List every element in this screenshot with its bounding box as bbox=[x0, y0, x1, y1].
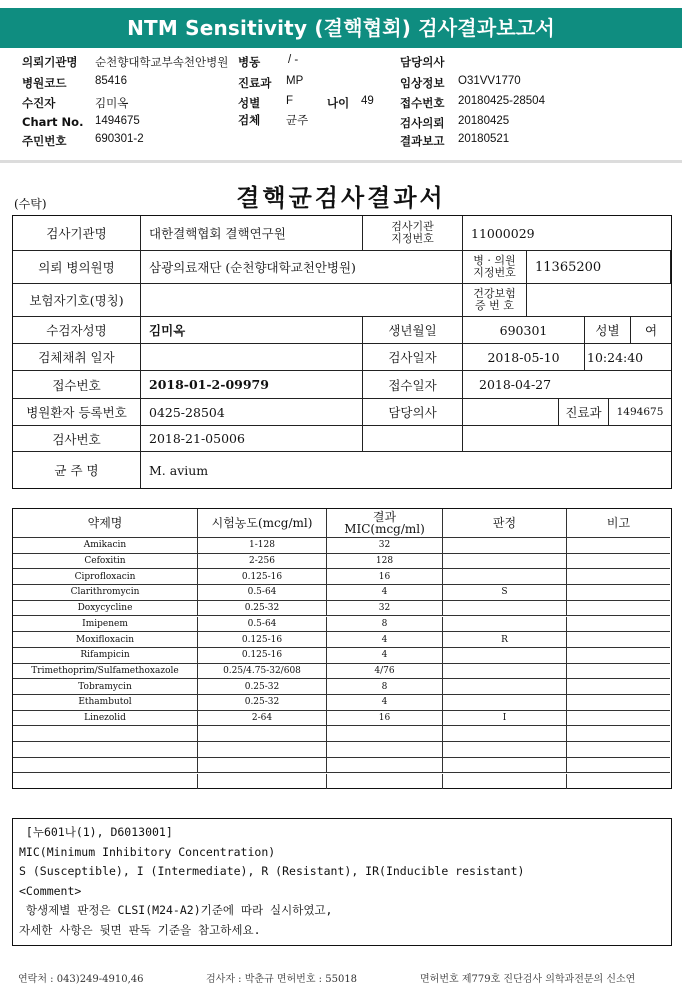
header-test-range: 시험농도(mcg/ml) bbox=[198, 509, 327, 538]
age-label: 나이 bbox=[327, 96, 350, 110]
cell-test-range: 0.25-32 bbox=[198, 679, 327, 695]
lab-name-label: 검사기관명 bbox=[13, 216, 141, 251]
cell-mic-result: 4 bbox=[327, 695, 443, 711]
age-value: 49 bbox=[361, 95, 374, 107]
cell-test-range: 0.125-16 bbox=[198, 648, 327, 664]
cell-test-range: 2-64 bbox=[198, 711, 327, 727]
cell-mic-result: 16 bbox=[327, 711, 443, 727]
cell-mic-result: 16 bbox=[327, 569, 443, 585]
cell-drug-name bbox=[13, 726, 198, 742]
insurer-value bbox=[141, 284, 463, 317]
cell-test-range: 1-128 bbox=[198, 538, 327, 554]
cell-mic-result: 32 bbox=[327, 601, 443, 617]
cell-test-range bbox=[198, 758, 327, 774]
cell-remark bbox=[567, 601, 670, 617]
sex-label: 성별 bbox=[585, 317, 631, 344]
report-value: 20180521 bbox=[458, 133, 510, 145]
cell-remark bbox=[567, 679, 670, 695]
comment-line: [누601나(1), D6013001] bbox=[19, 825, 173, 839]
specimen-value: 균주 bbox=[286, 115, 309, 127]
cell-drug-name: Doxycycline bbox=[13, 601, 198, 617]
cell-mic-result: 4 bbox=[327, 648, 443, 664]
org-value: 순천향대학교부속천안병원 bbox=[95, 57, 229, 69]
examiner-info: 검사자 : 박춘규 면허번호 : 55018 bbox=[206, 974, 358, 985]
cell-drug-name: Ethambutol bbox=[13, 695, 198, 711]
cell-remark bbox=[567, 742, 670, 758]
cell-interpretation bbox=[443, 648, 567, 664]
cell-test-range: 0.25-32 bbox=[198, 695, 327, 711]
comment-box bbox=[12, 818, 672, 946]
cell-drug-name: Imipenem bbox=[13, 617, 198, 633]
specimen-label: 검체 bbox=[238, 113, 261, 127]
req-hosp-value: 삼광의료재단 (순천향대학교천안병원) bbox=[141, 251, 463, 284]
cell-test-range: 0.5-64 bbox=[198, 617, 327, 633]
cell-remark bbox=[567, 648, 670, 664]
cell-remark bbox=[567, 632, 670, 648]
patient-value: 김미옥 bbox=[95, 98, 129, 110]
cell-interpretation bbox=[443, 664, 567, 680]
clinical-value: O31VV1770 bbox=[458, 75, 521, 87]
strain-value: M. avium bbox=[149, 462, 209, 478]
insurer-label: 보험자기호(명칭) bbox=[13, 284, 141, 317]
cell-remark bbox=[567, 554, 670, 570]
accept-no-value: 2018-01-2-09979 bbox=[141, 371, 363, 399]
report-label: 결과보고 bbox=[400, 134, 445, 148]
cell-interpretation bbox=[443, 601, 567, 617]
cell-mic-result: 128 bbox=[327, 554, 443, 570]
test-no-blank-2 bbox=[463, 426, 671, 452]
cell-drug-name bbox=[13, 774, 198, 790]
form-dept-value: 1494675 bbox=[609, 399, 671, 426]
cell-interpretation bbox=[443, 679, 567, 695]
patient-info-grid bbox=[22, 54, 672, 154]
birth-label: 생년월일 bbox=[363, 317, 463, 344]
form-doctor-value bbox=[463, 399, 559, 426]
form-dept-label: 진료과 bbox=[559, 399, 609, 426]
cell-test-range: 0.25-32 bbox=[198, 601, 327, 617]
cell-remark bbox=[567, 758, 670, 774]
cell-mic-result: 8 bbox=[327, 679, 443, 695]
chart-value: 1494675 bbox=[95, 115, 140, 127]
reg-no-label: 병원환자 등록번호 bbox=[13, 399, 141, 426]
accept-date-label: 접수일자 bbox=[363, 371, 463, 399]
cell-test-range: 0.5-64 bbox=[198, 585, 327, 601]
org-label: 의뢰기관명 bbox=[22, 55, 78, 69]
susceptibility-table bbox=[12, 508, 672, 789]
hosp-code-label: 병 · 의원 지정번호 bbox=[463, 251, 527, 284]
cell-mic-result: 4 bbox=[327, 585, 443, 601]
consignment-tag: (수탁) bbox=[14, 197, 47, 211]
cell-interpretation bbox=[443, 695, 567, 711]
sex-label: 성별 bbox=[238, 96, 261, 110]
cell-interpretation bbox=[443, 617, 567, 633]
id-value: 690301-2 bbox=[95, 133, 144, 145]
comment-line: <Comment> bbox=[19, 883, 82, 898]
cell-interpretation bbox=[443, 758, 567, 774]
chart-label: Chart No. bbox=[22, 115, 84, 129]
cell-mic-result: 4/76 bbox=[327, 664, 443, 680]
sex-value: 여 bbox=[631, 317, 671, 344]
test-date-value: 2018-05-10 bbox=[463, 344, 585, 371]
name-value: 김미옥 bbox=[141, 317, 363, 344]
cell-mic-result: 32 bbox=[327, 538, 443, 554]
cell-mic-result bbox=[327, 758, 443, 774]
comment-line: 자세한 사항은 뒷면 판독 기준을 참고하세요. bbox=[19, 922, 261, 937]
cell-drug-name: Trimethoprim/Sulfamethoxazole bbox=[13, 664, 198, 680]
section-divider bbox=[0, 160, 682, 163]
cell-test-range: 2-256 bbox=[198, 554, 327, 570]
form-title: 결핵균검사결과서 bbox=[236, 183, 446, 212]
header-interpretation: 판정 bbox=[443, 509, 567, 538]
cell-test-range: 0.125-16 bbox=[198, 632, 327, 648]
accept-date-value: 2018-04-27 bbox=[463, 371, 671, 399]
lab-name-value: 대한결핵협회 결핵연구원 bbox=[141, 216, 363, 251]
cell-drug-name bbox=[13, 758, 198, 774]
cell-interpretation: S bbox=[443, 585, 567, 601]
cell-remark bbox=[567, 617, 670, 633]
accept-no-label: 접수번호 bbox=[13, 371, 141, 399]
comment-line: S (Susceptible), I (Intermediate), R (Resistant), IR(Inducible resistant) bbox=[19, 864, 525, 878]
cell-remark bbox=[567, 664, 670, 680]
cell-test-range bbox=[198, 742, 327, 758]
form-doctor-label: 담당의사 bbox=[363, 399, 463, 426]
request-label: 검사의뢰 bbox=[400, 116, 445, 130]
cell-test-range: 0.125-16 bbox=[198, 569, 327, 585]
cell-remark bbox=[567, 711, 670, 727]
cell-remark bbox=[567, 585, 670, 601]
cell-interpretation bbox=[443, 569, 567, 585]
cell-interpretation: I bbox=[443, 711, 567, 727]
header-remark: 비고 bbox=[567, 509, 670, 538]
dept-value: MP bbox=[286, 75, 304, 87]
cell-drug-name: Amikacin bbox=[13, 538, 198, 554]
cell-remark bbox=[567, 774, 670, 790]
health-ins-label: 건강보험 증 번 호 bbox=[463, 284, 527, 317]
dept-label: 진료과 bbox=[238, 76, 272, 90]
cell-test-range: 0.25/4.75-32/608 bbox=[198, 664, 327, 680]
header-mic-result: 결과 MIC(mcg/ml) bbox=[327, 509, 443, 538]
cell-remark bbox=[567, 726, 670, 742]
test-no-value: 2018-21-05006 bbox=[141, 426, 363, 452]
health-ins-value bbox=[527, 284, 671, 317]
sex-value: F bbox=[286, 95, 294, 107]
report-title-banner: NTM Sensitivity (결핵협회) 검사결과보고서 bbox=[0, 8, 682, 48]
header-drug-name: 약제명 bbox=[13, 509, 198, 538]
strain-label: 균 주 명 bbox=[13, 452, 141, 488]
cell-interpretation bbox=[443, 554, 567, 570]
comment-line: 항생제별 판정은 CLSI(M24-A2)기준에 따라 실시하였고, bbox=[19, 903, 333, 917]
result-form-table bbox=[12, 215, 672, 489]
cell-interpretation bbox=[443, 538, 567, 554]
test-time-value: 10:24:40 bbox=[585, 344, 671, 371]
cell-mic-result bbox=[327, 742, 443, 758]
hcode-value: 85416 bbox=[95, 75, 127, 87]
cell-mic-result bbox=[327, 726, 443, 742]
cell-drug-name: Rifampicin bbox=[13, 648, 198, 664]
cell-drug-name: Cefoxitin bbox=[13, 554, 198, 570]
cell-interpretation bbox=[443, 774, 567, 790]
lab-code-label: 검사기관 지정번호 bbox=[363, 216, 463, 251]
patient-label: 수진자 bbox=[22, 96, 56, 110]
name-label: 수검자성명 bbox=[13, 317, 141, 344]
comment-line: MIC(Minimum Inhibitory Concentration) bbox=[19, 844, 276, 859]
cell-interpretation bbox=[443, 726, 567, 742]
req-hosp-label: 의뢰 병의원명 bbox=[13, 251, 141, 284]
request-value: 20180425 bbox=[458, 115, 510, 127]
cell-test-range bbox=[198, 726, 327, 742]
license-info: 면허번호 제779호 진단검사 의학과전문의 신소연 bbox=[420, 974, 636, 985]
contact-info: 연락처 : 043)249-4910,46 bbox=[18, 974, 144, 985]
reg-no-value: 0425-28504 bbox=[141, 399, 363, 426]
doctor-label: 담당의사 bbox=[400, 55, 445, 69]
cell-remark bbox=[567, 569, 670, 585]
test-date-label: 검사일자 bbox=[363, 344, 463, 371]
receipt-label: 접수번호 bbox=[400, 96, 445, 110]
ward-label: 병동 bbox=[238, 55, 261, 69]
id-label: 주민번호 bbox=[22, 134, 67, 148]
hosp-code-value: 11365200 bbox=[527, 251, 671, 284]
cell-test-range bbox=[198, 774, 327, 790]
collect-date-value bbox=[141, 344, 363, 371]
cell-drug-name: Moxifloxacin bbox=[13, 632, 198, 648]
cell-interpretation bbox=[443, 742, 567, 758]
clinical-label: 임상정보 bbox=[400, 76, 445, 90]
ward-value: / - bbox=[288, 54, 299, 66]
test-no-label: 검사번호 bbox=[13, 426, 141, 452]
cell-drug-name bbox=[13, 742, 198, 758]
cell-drug-name: Ciprofloxacin bbox=[13, 569, 198, 585]
cell-mic-result bbox=[327, 774, 443, 790]
hcode-label: 병원코드 bbox=[22, 76, 67, 90]
collect-date-label: 검체채취 일자 bbox=[13, 344, 141, 371]
cell-drug-name: Linezolid bbox=[13, 711, 198, 727]
cell-interpretation: R bbox=[443, 632, 567, 648]
cell-drug-name: Tobramycin bbox=[13, 679, 198, 695]
lab-code-value: 11000029 bbox=[463, 216, 671, 251]
cell-mic-result: 4 bbox=[327, 632, 443, 648]
cell-drug-name: Clarithromycin bbox=[13, 585, 198, 601]
cell-remark bbox=[567, 538, 670, 554]
cell-remark bbox=[567, 695, 670, 711]
test-no-blank bbox=[363, 426, 463, 452]
birth-value: 690301 bbox=[463, 317, 585, 344]
receipt-value: 20180425-28504 bbox=[458, 95, 545, 107]
cell-mic-result: 8 bbox=[327, 617, 443, 633]
